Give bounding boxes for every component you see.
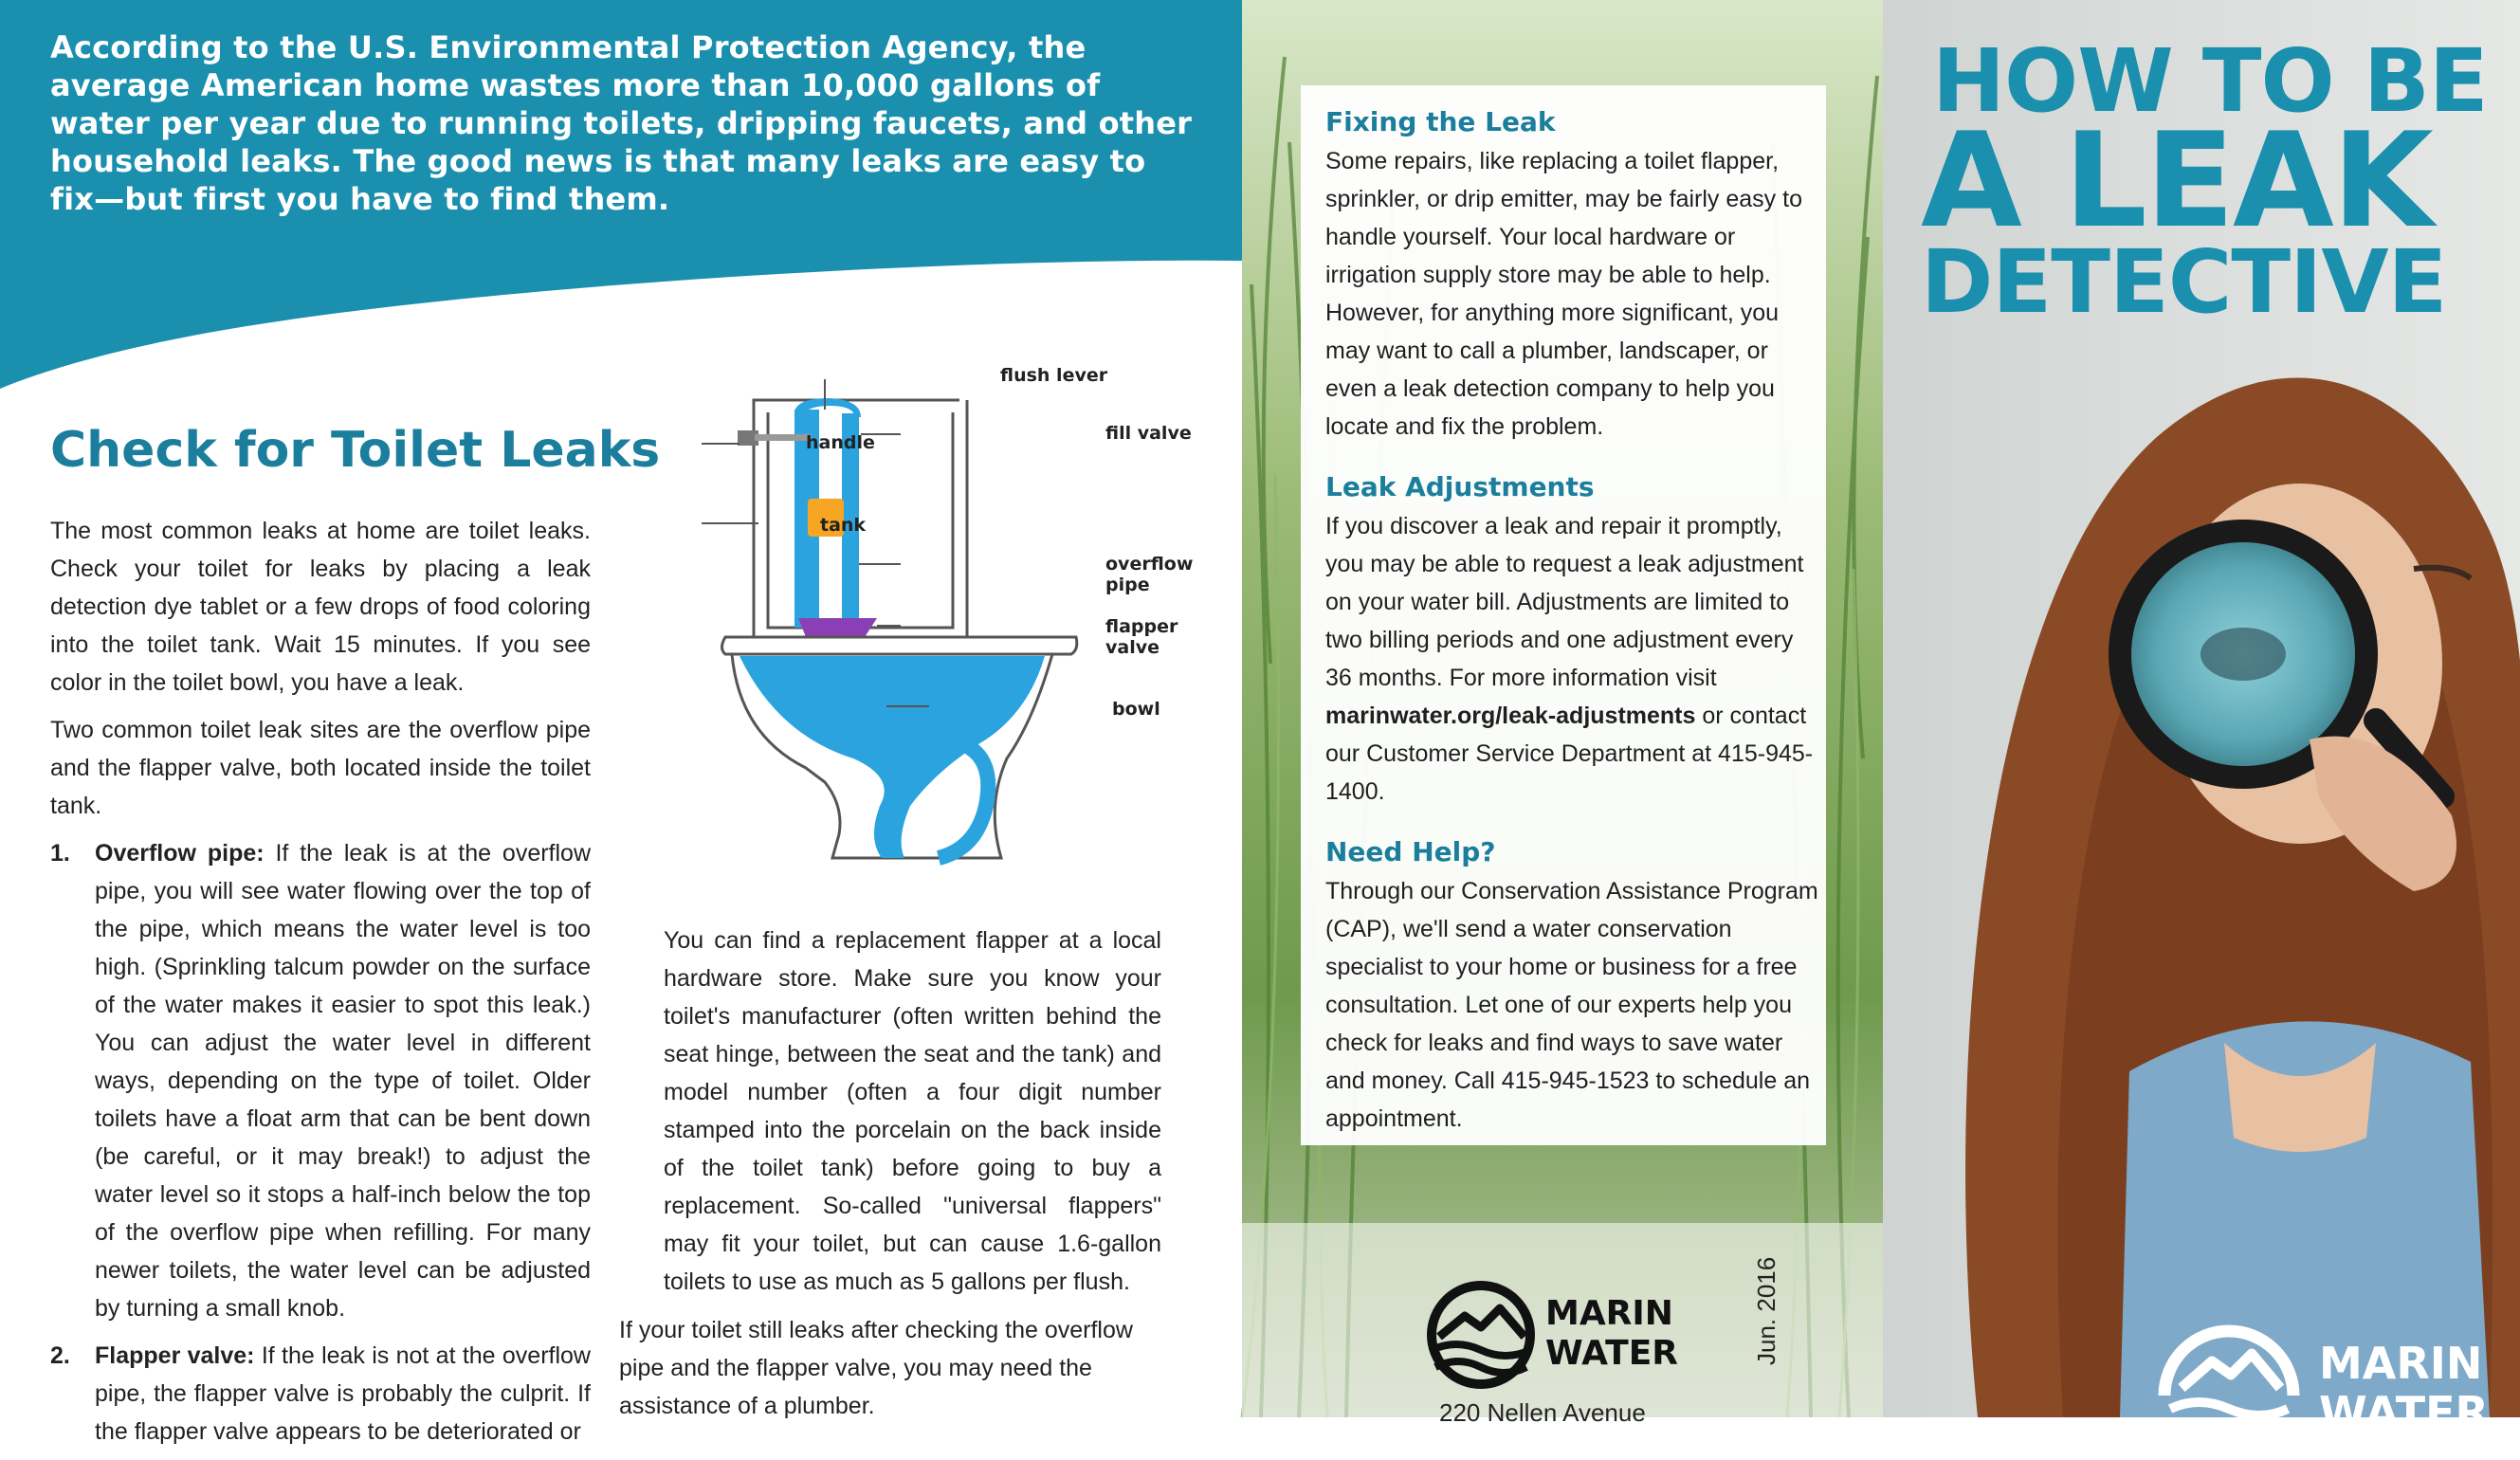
cover-title-line-1: HOW TO BE — [1932, 30, 2488, 132]
toilet-leaks-column — [50, 512, 591, 1460]
wordmark-line-1: MARIN — [1545, 1294, 1673, 1333]
inside-panel-left — [0, 0, 1242, 1445]
cover-wordmark-line-2: WATER — [2319, 1387, 2489, 1438]
cover-title-line-3: DETECTIVE — [1921, 231, 2447, 333]
leak-sites-paragraph: Two common toilet leak sites are the overflow pipe and the flapper valve, both located inside the toilet tank. — [50, 717, 591, 819]
fixing-the-leak-text: Some repairs, like replacing a toilet flapper, sprinkler, or drip emitter, may be fairly easy to handle yourself. Your local hardware or irrigation supply store may be able to help. However, for anything more significant, you may want to call a plumber, landscaper, or even a leak detection company to help you locate and fix the problem. — [1325, 148, 1802, 440]
label-overflow-pipe: overflow pipe — [1105, 554, 1194, 595]
adjustments-text-after: or contact our Customer Service Department at 415-945-1400. — [1325, 703, 1814, 805]
list-item-overflow-pipe — [50, 834, 591, 1327]
marin-water-wordmark — [1545, 1294, 1678, 1374]
section-title-toilet-leaks: Check for Toilet Leaks — [50, 422, 661, 479]
flapper-icon — [798, 618, 877, 637]
cover-wordmark-line-1: MARIN — [2319, 1338, 2483, 1389]
toilet-intro-paragraph: The most common leaks at home are toilet leaks. Check your toilet for leaks by placing a leak detection dye tablet or a few drops of food coloring into the toilet tank. Wait 15 minutes. If you see color in the toilet bowl, you have a leak. — [50, 518, 591, 696]
label-handle: handle — [806, 432, 875, 453]
adjustments-text-before: If you discover a leak and repair it promptly, you may be able to request a leak adjustment on your water bill. Adjustments are limited to two billing periods and one adjustment every 36 months. For more information visit — [1325, 513, 1804, 691]
list-item-text: If the leak is at the overflow pipe, you will see water flowing over the top of the pipe, which means the water level is too high. (Sprinkling talcum powder on the surface of the water makes it easier to spot this leak.) You can adjust the water level in different ways, depending on the type of toilet. Older toilets have a float arm that can be bent down (be careful, or it may break!) to adjust the water level so it stops a half-inch below the top of the overflow pipe when refilling. For many newer toilets, the water level can be adjusted by turning a small knob. — [95, 840, 591, 1322]
list-number: 1. — [50, 840, 70, 867]
label-flush-lever: flush lever — [1000, 365, 1108, 386]
plumber-paragraph: If your toilet still leaks after checking the overflow pipe and the flapper valve, you may need the assistance of a plumber. — [619, 1317, 1133, 1419]
toilet-diagram — [702, 360, 1100, 863]
leak-adjustments-link[interactable]: marinwater.org/leak-adjustments — [1325, 703, 1696, 729]
inside-panel-middle — [1242, 0, 1883, 1427]
cover-logo-icon — [2153, 1320, 2305, 1417]
heading-need-help: Need Help? — [1325, 836, 1496, 867]
need-help-text: Through our Conservation Assistance Program (CAP), we'll send a water conservation specialist to your home or business for a free consultation. Let one of our experts help you check for leaks and find ways to save water and money. Call 415-945-1523 to schedule an appointment. — [1325, 878, 1818, 1132]
heading-leak-adjustments: Leak Adjustments — [1325, 471, 1595, 502]
label-fill-valve: fill valve — [1105, 423, 1192, 444]
cover-wordmark — [2319, 1339, 2489, 1437]
list-item-text: If the leak is not at the overflow pipe, the flapper valve is probably the culprit. If the flapper valve appears to be deteriorated or — [95, 1342, 591, 1445]
address-line: 220 Nellen Avenue — [1439, 1398, 1646, 1427]
list-number: 2. — [50, 1342, 70, 1369]
label-tank: tank — [820, 515, 867, 536]
leak-adjustments-text — [1325, 507, 1818, 811]
list-item-lead: Overflow pipe: — [95, 840, 265, 867]
publication-date: Jun. 2016 — [1752, 1256, 1780, 1365]
heading-fixing-the-leak: Fixing the Leak — [1325, 106, 1556, 137]
list-item-flapper-valve — [50, 1337, 591, 1451]
wordmark-line-2: WATER — [1545, 1334, 1679, 1373]
cover-title-line-2: A LEAK — [1921, 104, 2432, 257]
label-bowl: bowl — [1112, 699, 1160, 720]
label-flapper-valve: flapper valve — [1105, 616, 1178, 658]
list-item-lead: Flapper valve: — [95, 1342, 255, 1369]
replacement-flapper-paragraph: You can find a replacement flapper at a local hardware store. Make sure you know your toilet's manufacturer (often written behind the seat hinge, between the seat and the tank) and model number (often a four digit number stamped into the porcelain on the back inside of the toilet tank) before going to buy a replacement. So-called "universal flappers" may fit your toilet, but can cause 1.6-gallon toilets to use as much as 5 gallons per flush. — [664, 927, 1161, 1295]
intro-paragraph: According to the U.S. Environmental Protection Agency, the average American home wastes more than 10,000 gallons of water per year due to running toilets, dripping faucets, and other household leaks. The good news is that many leaks are easy to fix—but first you have to find them. — [50, 29, 1193, 217]
cover-panel — [1883, 0, 2520, 1438]
flush-lever-icon — [755, 434, 812, 441]
marin-water-logo-icon — [1422, 1280, 1555, 1390]
